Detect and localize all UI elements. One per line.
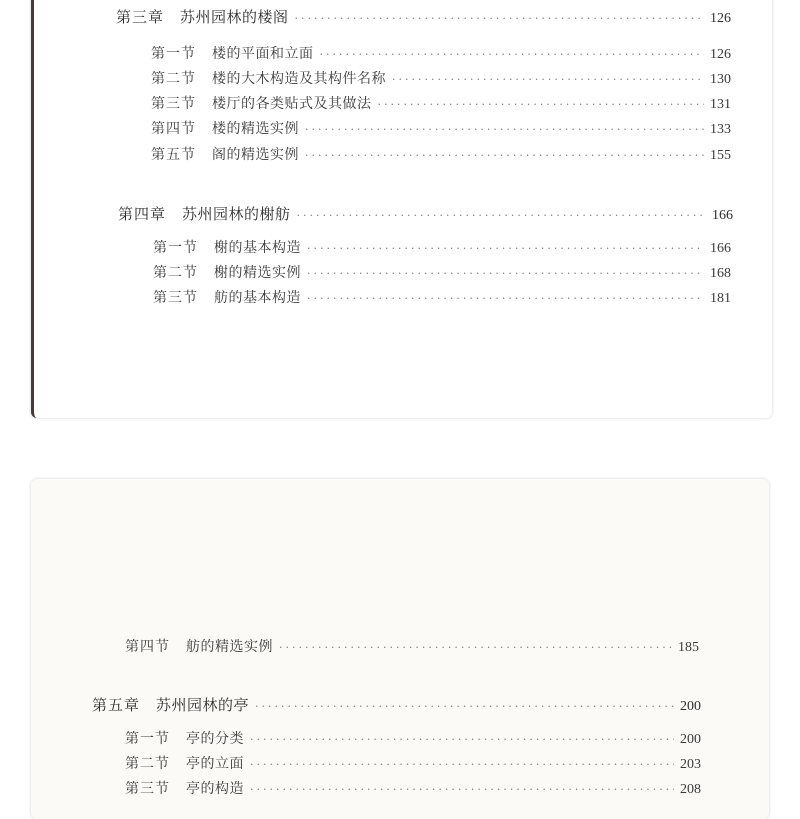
section-title: 楼厅的各类贴式及其做法 [212,96,372,112]
section-number: 第二节 [153,265,198,281]
page-number: 133 [710,122,731,137]
page-number: 203 [680,757,701,772]
toc-section[interactable] [125,728,701,748]
section-number: 第五节 [151,147,196,163]
section-title: 亭的构造 [186,781,244,797]
leader-dots [250,783,674,796]
chapter-number: 第四章 [118,205,167,223]
section-title: 楼的大木构造及其构件名称 [212,71,386,87]
toc-page-bottom [31,479,769,819]
chapter-number: 第三章 [116,8,165,26]
leader-dots [305,149,704,162]
leader-dots [279,641,672,654]
page-number: 200 [680,699,701,714]
leader-dots [307,267,704,280]
page-number: 181 [710,291,731,306]
section-number: 第四节 [125,639,170,655]
leader-dots [250,758,674,771]
section-number: 第二节 [151,71,196,87]
section-number: 第一节 [125,731,170,747]
page-number: 126 [710,11,731,26]
toc-section[interactable] [151,144,731,164]
leader-dots [297,209,706,222]
page-number: 130 [710,72,731,87]
section-number: 第三节 [153,290,198,306]
section-title: 亭的立面 [186,756,244,772]
toc-chapter-3[interactable] [116,6,731,27]
page-number: 208 [680,782,701,797]
toc-section[interactable] [151,118,731,138]
toc-section[interactable] [151,43,731,63]
toc-section[interactable] [125,778,701,798]
toc-section[interactable] [125,753,701,773]
toc-chapter-5[interactable] [92,694,701,715]
page-number: 185 [678,640,699,655]
page-number: 166 [710,241,731,256]
toc-section[interactable] [151,93,731,113]
section-title: 亭的分类 [186,731,244,747]
page-number: 168 [710,266,731,281]
section-number: 第四节 [151,121,196,137]
section-number: 第三节 [125,781,170,797]
toc-page-top [31,0,772,418]
toc-section[interactable] [125,636,699,656]
section-title: 榭的基本构造 [214,240,301,256]
page-number: 155 [710,148,731,163]
leader-dots [320,48,705,61]
toc-section[interactable] [151,68,731,88]
toc-chapter-4[interactable] [118,203,733,224]
leader-dots [392,73,704,86]
section-number: 第三节 [151,96,196,112]
section-number: 第二节 [125,756,170,772]
page-number: 131 [710,97,731,112]
leader-dots [307,292,704,305]
leader-dots [295,12,704,25]
section-title: 舫的基本构造 [214,290,301,306]
section-title: 舫的精选实例 [186,639,273,655]
section-title: 楼的精选实例 [212,121,299,137]
page-number: 200 [680,732,701,747]
section-number: 第一节 [151,46,196,62]
toc-section[interactable] [153,287,731,307]
leader-dots [378,98,705,111]
leader-dots [255,700,674,713]
section-number: 第一节 [153,240,198,256]
page-number: 166 [712,208,733,223]
chapter-title: 苏州园林的榭舫 [182,205,291,223]
chapter-title: 苏州园林的楼阁 [180,8,289,26]
toc-section[interactable] [153,262,731,282]
section-title: 榭的精选实例 [214,265,301,281]
leader-dots [305,123,704,136]
section-title: 楼的平面和立面 [212,46,314,62]
toc-section[interactable] [153,237,731,257]
leader-dots [307,242,704,255]
leader-dots [250,733,674,746]
page-number: 126 [710,47,731,62]
chapter-number: 第五章 [92,696,141,714]
chapter-title: 苏州园林的亭 [156,696,250,714]
section-title: 阁的精选实例 [212,147,299,163]
